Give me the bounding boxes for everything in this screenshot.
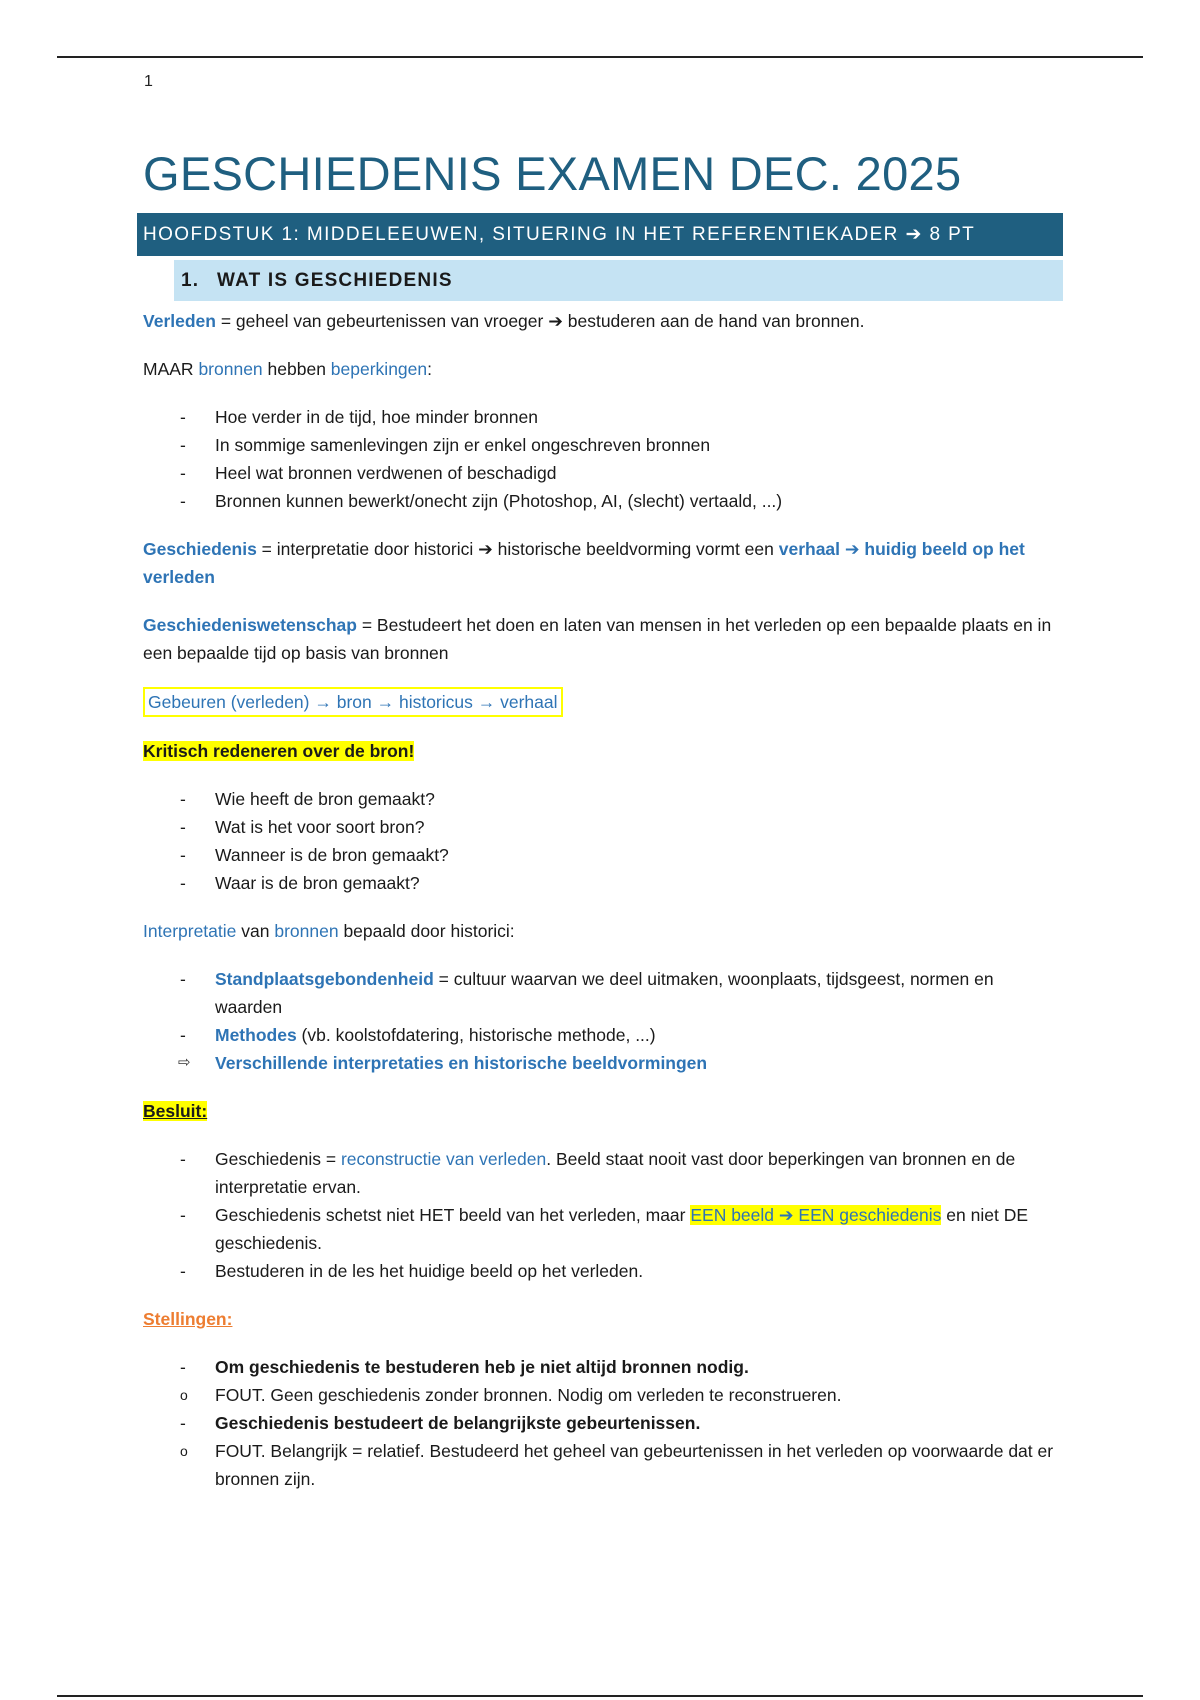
besluit-list [143, 1145, 1063, 1285]
section-number: 1. [181, 270, 200, 291]
list-item: - Heel wat bronnen verdwenen of beschadigd [143, 459, 1063, 487]
footer-rule [57, 1695, 1143, 1697]
list-item: - Bestuderen in de les het huidige beeld op het verleden. [143, 1257, 1063, 1285]
section-heading [174, 260, 1063, 301]
definition-geschiedeniswetenschap: Geschiedeniswetenschap = Bestudeert het doen en laten van mensen in het verleden op een bepaalde plaats en in een bepaalde tijd op basis van bronnen [143, 615, 1052, 663]
list-item: - In sommige samenlevingen zijn er enkel ongeschreven bronnen [143, 431, 1063, 459]
beperkingen-list [143, 403, 1063, 515]
list-item: - Standplaatsgebondenheid = cultuur waarvan we deel uitmaken, woonplaats, tijdsgeest, normen en waarden [143, 965, 1063, 1021]
stelling-answer: o FOUT. Belangrijk = relatief. Bestudeerd het geheel van gebeurtenissen in het verleden op voorwaarde dat er bronnen zijn. [143, 1437, 1063, 1493]
list-item: - Wat is het voor soort bron? [143, 813, 1063, 841]
stellingen-heading: Stellingen: [143, 1309, 233, 1329]
list-item-conclusion: ⇨ Verschillende interpretaties en historische beeldvormingen [143, 1049, 1063, 1077]
page-number: 1 [144, 73, 153, 90]
definition-verleden: Verleden = geheel van gebeurtenissen van vroeger ➔ bestuderen aan de hand van bronnen. [143, 311, 865, 331]
list-item: - Geschiedenis schetst niet HET beeld van het verleden, maar EEN beeld ➔ EEN geschiedenis en niet DE geschiedenis. [143, 1201, 1063, 1257]
paragraph-interpretatie: Interpretatie van bronnen bepaald door historici: [143, 921, 515, 941]
list-item: - Wanneer is de bron gemaakt? [143, 841, 1063, 869]
stelling-item: - Om geschiedenis te bestuderen heb je niet altijd bronnen nodig. o FOUT. Geen geschiedenis zonder bronnen. Nodig om verleden te reconstrueren. [143, 1353, 1063, 1409]
paragraph-beperkingen: MAAR bronnen hebben beperkingen: [143, 359, 432, 379]
kritisch-heading: Kritisch redeneren over de bron! [143, 741, 415, 761]
list-item: - Geschiedenis = reconstructie van verleden. Beeld staat nooit vast door beperkingen van bronnen en de interpretatie ervan. [143, 1145, 1063, 1201]
term-verleden: Verleden [143, 311, 216, 331]
kritisch-list [143, 785, 1063, 897]
section-title: WAT IS GESCHIEDENIS [217, 270, 453, 291]
definition-geschiedenis: Geschiedenis = interpretatie door historici ➔ historische beeldvorming vormt een verhaal ➔ huidig beeld op het verleden [143, 539, 1025, 587]
list-item: - Bronnen kunnen bewerkt/onecht zijn (Photoshop, AI, (slecht) vertaald, ...) [143, 487, 1063, 515]
chapter-heading: HOOFDSTUK 1: MIDDELEEUWEN, SITUERING IN HET REFERENTIEKADER ➔ 8 PT [137, 213, 1063, 256]
stelling-answer: o FOUT. Geen geschiedenis zonder bronnen. Nodig om verleden te reconstrueren. [143, 1381, 1063, 1409]
interpretatie-list [143, 965, 1063, 1077]
flow-box: Gebeuren (verleden) → bron → historicus → verhaal [143, 687, 563, 717]
list-item: - Methodes (vb. koolstofdatering, historische methode, ...) [143, 1021, 1063, 1049]
stelling-item: - Geschiedenis bestudeert de belangrijkste gebeurtenissen. o FOUT. Belangrijk = relatief. Bestudeerd het geheel van gebeurtenissen in het verleden op voorwaarde dat er bronnen zijn. [143, 1409, 1063, 1493]
stellingen-list [143, 1353, 1063, 1493]
list-item: - Wie heeft de bron gemaakt? [143, 785, 1063, 813]
list-item: - Waar is de bron gemaakt? [143, 869, 1063, 897]
document-body [143, 145, 1063, 1493]
list-item: - Hoe verder in de tijd, hoe minder bronnen [143, 403, 1063, 431]
document-title: GESCHIEDENIS EXAMEN DEC. 2025 [143, 147, 962, 200]
header-rule [57, 56, 1143, 58]
besluit-heading: Besluit: [143, 1101, 208, 1121]
